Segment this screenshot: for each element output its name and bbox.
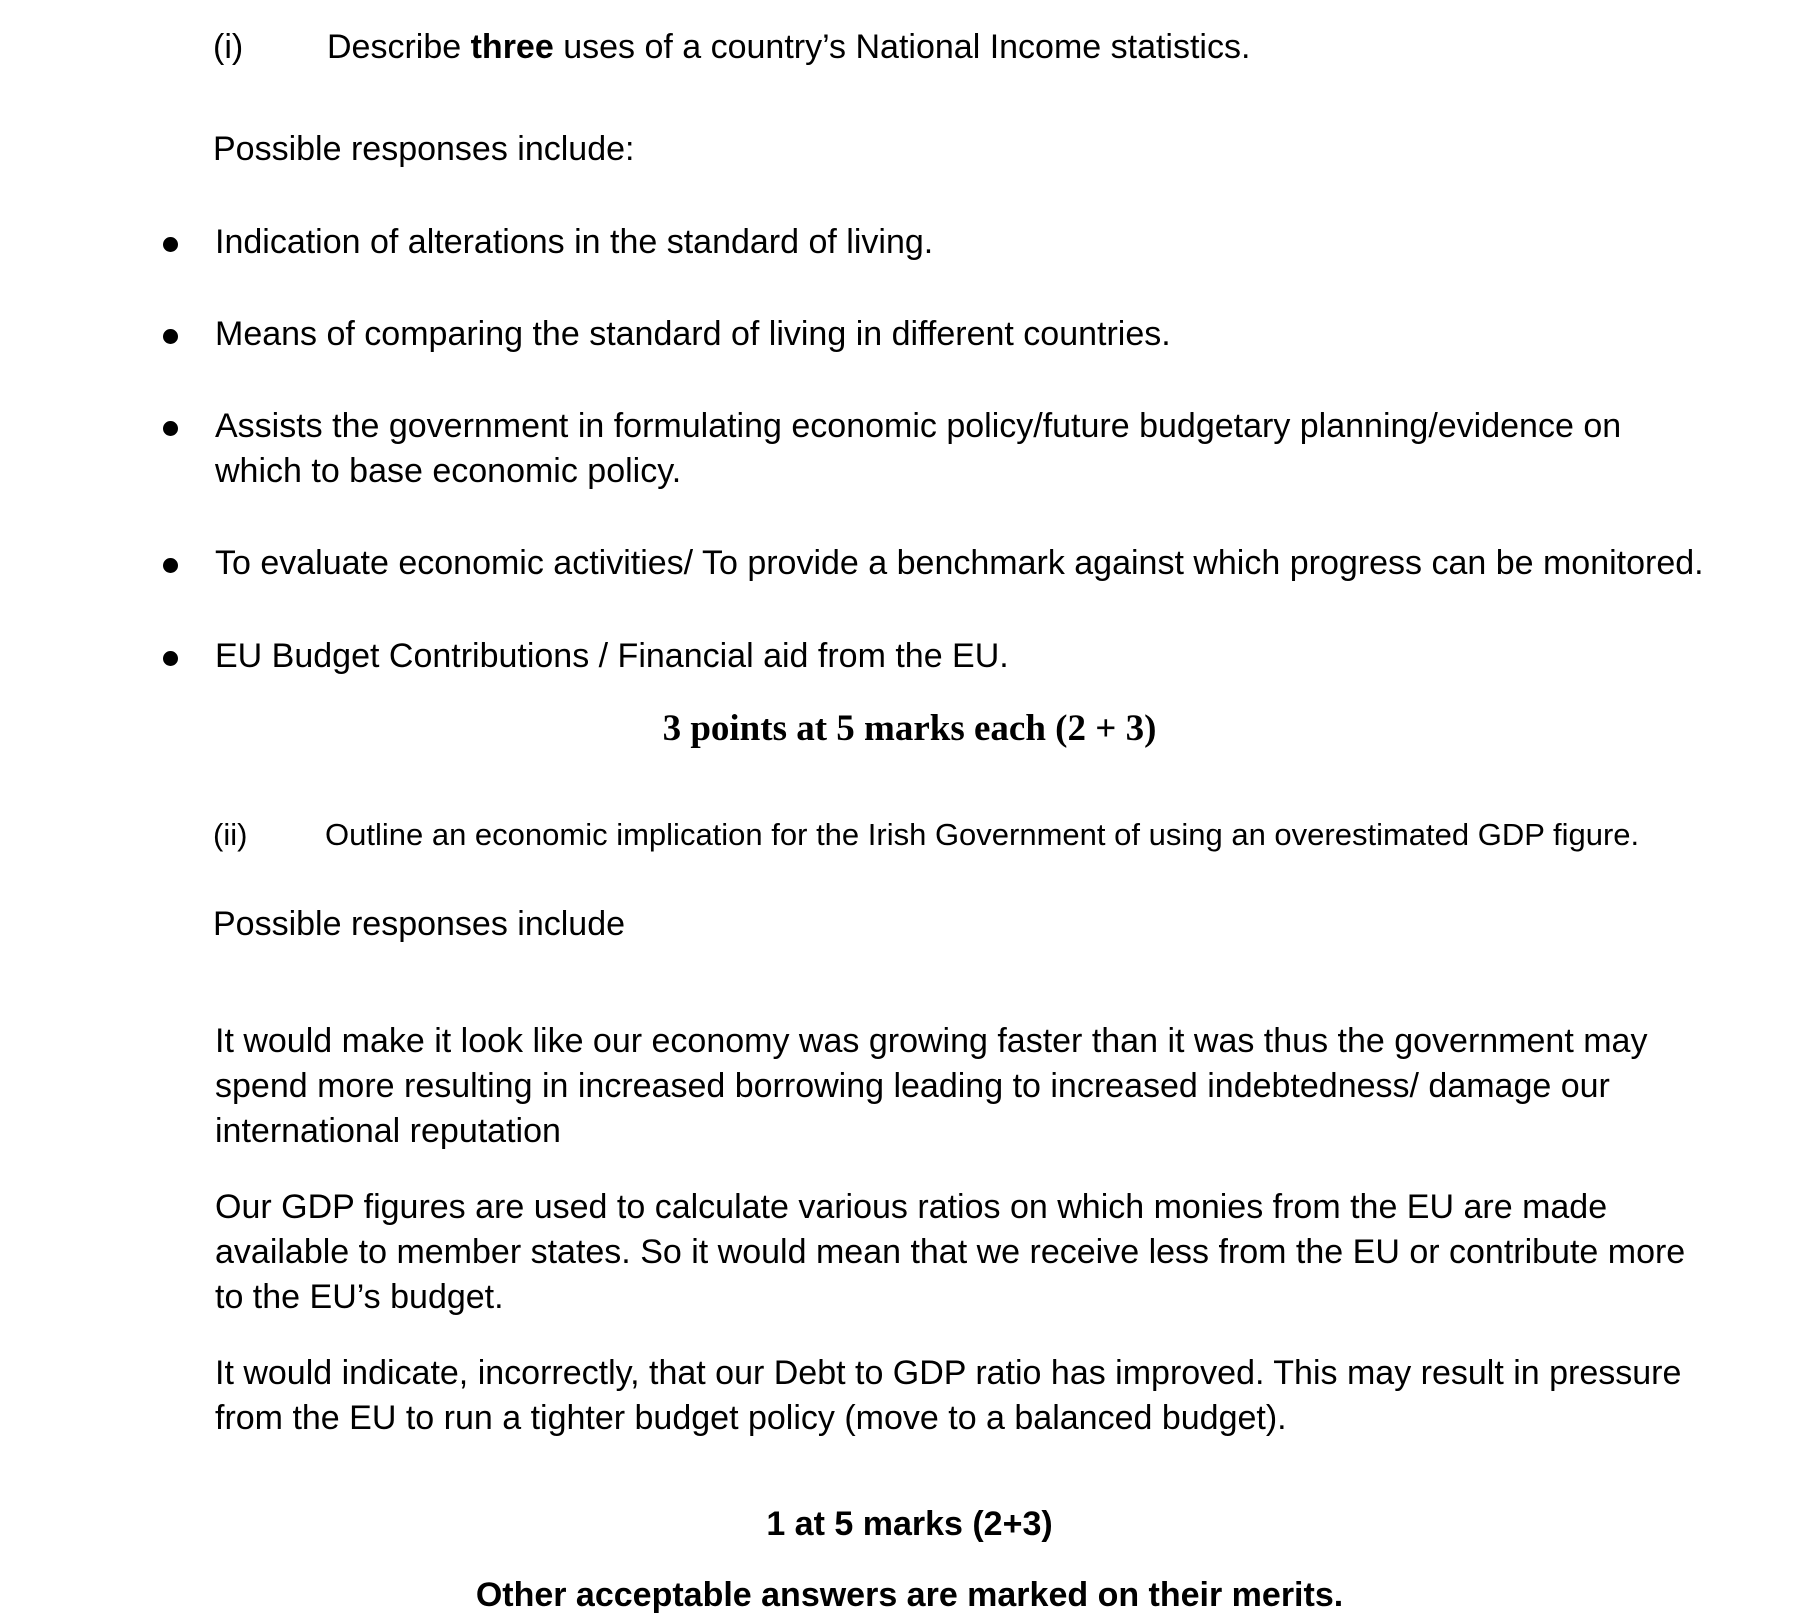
footer-note: Other acceptable answers are marked on their merits. bbox=[475, 1576, 1344, 1614]
part-ii-question: Outline an economic implication for the Irish Government of using an overestimated GDP figure. bbox=[325, 817, 1640, 852]
part-i-question-bold: three bbox=[470, 28, 554, 66]
paragraph-line: to the EU’s budget. bbox=[215, 1278, 504, 1316]
bullet-marker bbox=[163, 237, 178, 252]
part-ii-marks: 1 at 5 marks (2+3) bbox=[766, 1505, 1053, 1543]
part-i-question-pre: Describe bbox=[327, 28, 471, 66]
bullet-marker bbox=[163, 421, 178, 436]
paragraph-line: available to member states. So it would mean that we receive less from the EU or contribute more bbox=[215, 1233, 1686, 1271]
part-i-intro: Possible responses include: bbox=[213, 130, 635, 168]
part-ii-label: (ii) bbox=[213, 817, 248, 852]
list-item: To evaluate economic activities/ To provide a benchmark against which progress can be monitored. bbox=[215, 544, 1704, 582]
list-item: Means of comparing the standard of living in different countries. bbox=[215, 315, 1171, 353]
list-item: EU Budget Contributions / Financial aid from the EU. bbox=[215, 637, 1009, 675]
list-item: Indication of alterations in the standard of living. bbox=[215, 223, 934, 261]
paragraph-line: spend more resulting in increased borrowing leading to increased indebtedness/ damage our bbox=[215, 1067, 1610, 1105]
part-i-question bbox=[327, 25, 1250, 70]
paragraph-line: It would indicate, incorrectly, that our Debt to GDP ratio has improved. This may result in pressure bbox=[215, 1354, 1682, 1392]
part-i-label: (i) bbox=[213, 28, 244, 66]
paragraph-line: It would make it look like our economy was growing faster than it was thus the government may bbox=[215, 1022, 1648, 1060]
part-i-marks: 3 points at 5 marks each (2 + 3) bbox=[662, 708, 1157, 749]
paragraph-line: Our GDP figures are used to calculate various ratios on which monies from the EU are made bbox=[215, 1188, 1608, 1226]
part-i-question-post: uses of a country’s National Income statistics. bbox=[553, 28, 1251, 66]
bullet-marker bbox=[163, 651, 178, 666]
part-ii-intro: Possible responses include bbox=[213, 905, 626, 943]
list-item: Assists the government in formulating economic policy/future budgetary planning/evidence on bbox=[215, 407, 1622, 445]
bullet-marker bbox=[163, 329, 178, 344]
paragraph-line: international reputation bbox=[215, 1112, 561, 1150]
bullet-marker bbox=[163, 558, 178, 573]
list-item-continuation: which to base economic policy. bbox=[215, 452, 682, 490]
paragraph-line: from the EU to run a tighter budget policy (move to a balanced budget). bbox=[215, 1399, 1287, 1437]
